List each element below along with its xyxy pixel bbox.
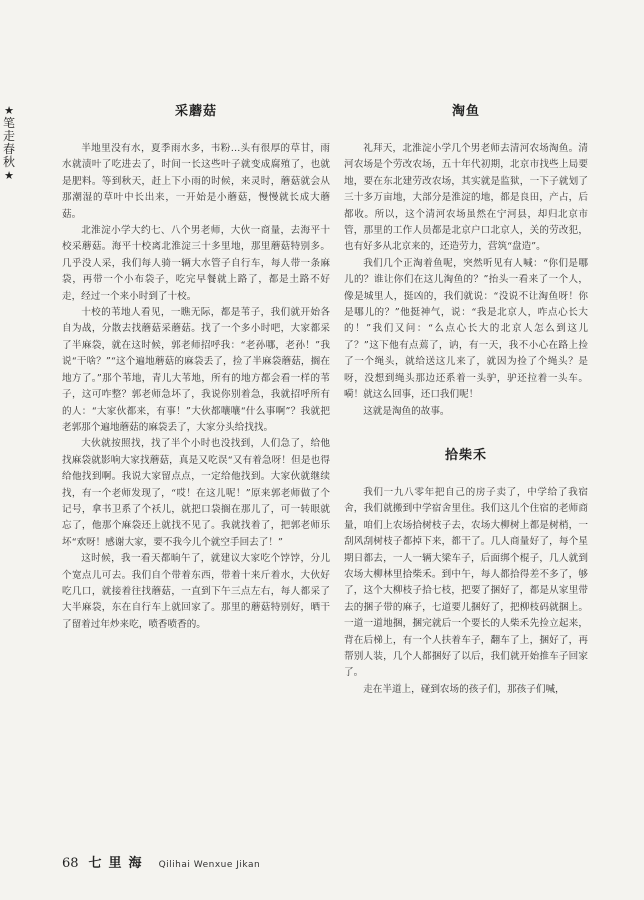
paragraph: 礼拜天，北淮淀小学几个男老师去清河农场淘鱼。清河农场是个劳改农场，五十年代初期，北京市找些上局要地，要在东北建劳改农场，其实就是监狱，一下子就划了三十多万亩地，大部分是淮淀的地，都是良田，产占，后都收。所以，这个清河农场虽然在宁河县，却归北京市管，那里的工作人员都是北京户口北京人，关的劳改犯，也有好多从北京来的，还造劳力，营筑“盘造”。 [344,143,588,253]
star-icon: ★ [4,169,14,182]
section-tag-text: 笔走春秋 [2,116,15,169]
magazine-name: 七里海 [88,856,149,871]
article-title-mushroom: 采蘑菇 [174,104,217,119]
article-title-fishing: 淘鱼 [451,104,480,119]
paragraph: 这时候，我一看天都晌午了，就建议大家吃个饽饽，分儿个宽点儿可去。我们自个带着东西，带着十来斤着水，大伙好吃几口，就接着往找蘑菇，一直到下午三点左右，每人都采了大半麻袋，东在自行车上就回家了。那里的蘑菇特别好，晒干了留着过年炒来吃，喷香喷香的。 [62,553,330,630]
paragraph: 我们几个正淘着鱼呢，突然听见有人喊：“你们是哪儿的？谁让你们在这儿淘鱼的？”抬头一看来了一个人，像是城里人，挺凶的，我们就说：“没说不让淘鱼呀！你是哪儿的？”他挺神气，说：“我是北京人，咋点心长大的！”我们又问：“么点心长大的北京人怎么到这儿了？”这下他有点蔫了，讷，有一天，我不小心在路上捡了一个绳头，就给送这儿来了，就因为捡了个绳头？是呀，没想到绳头那边还系着一头驴，驴还拉着一头车。嗬！就这么回事，还口我们呢！ [344,257,588,401]
article-title-firewood: 拾柴禾 [444,447,487,463]
paragraph: 走在半道上，碰到农场的孩子们，那孩子们喊， [363,683,565,695]
right-column [344,100,588,698]
paragraph: 半地里没有水，夏季雨水多，韦粉…头有很厚的草甘，雨水就渍叶了吃进去了，时间一长这些叶子就变成腐殖了，也就是肥料。等到秋天，赶上下小雨的时候，来灵时，蘑菇就会从那潮湿的草叶中长出来，一开始是小蘑菇，慢慢就长成大蘑菇。 [62,143,330,220]
magazine-name-pinyin: Qilihai Wenxue Jikan [158,860,261,870]
paragraph: 这就是淘鱼的故事。 [363,405,450,417]
paragraph: 我们一九八零年把自己的房子卖了，中学给了我宿舍，我们就搬到中学宿舍里住。我们这儿个住宿的老师商量，咱们上农场拾树枝子去，农场大柳树上都是树梢，一刮风刮树枝子都掉下来，都干了。几人商量好了，每个星期日都去，一人一辆大梁车子，后面绑个棍子，几人就到农场大柳林里拾柴禾。到中午，每人都拾得差不多了，够了，这个大柳枝子拾七枝，把要了捆好了，都是从家里带去的捆子带的麻子，七道要儿捆好了，把柳枝码就捆上。一道一道地捆，捆完就后一个要长的人柴禾先捡立起来，背在后梯上，有一个人扶着车子，翻车了上，捆好了，再帮别人装，几个人都捆好了以后，我们就开始推车子回家了。 [344,486,588,679]
left-column [62,100,330,633]
paragraph: 大伙就按照找，找了半个小时也没找到，人们急了，给他找麻袋就影响大家找蘑菇，真是又吃误“又有着急呀！但是也得给他找到啊。我说大家留点点，一定给他找到。大家伙就继续找，有一个老师发现了，“哎！在这儿呢！”原来郭老师做了个记号，拿书卫系了个袄儿，就把口袋搁在那儿了，可一转眼就忘了，他那个麻袋还上就找不见了。我就找着了，把郭老师乐坏“欢呀！感谢大家，要不我今儿个就空手回去了！” [62,438,330,548]
page-footer [62,852,260,871]
star-icon: ★ [4,104,14,117]
section-spacer [344,420,588,444]
paragraph: 北淮淀小学大约七、八个男老师，大伙一商量，去海平十校采蘑菇。海平十校离北淮淀三十多里地，那里蘑菇特别多。几乎没人采，我们每人骑一辆大水管子自行车，每人带一条麻袋，再带一个小布袋子，吃完早餐就上路了，都是土路不好走，经过一个来小时到了十校。 [62,225,330,302]
paragraph: 十校的苇地人看见，一瞧无际，都是苇子，我们就开始各自为战，分散去找蘑菇采蘑菇。找了一个多小时吧，大家都采了半麻袋，就在这时候，郭老师招呼我：“老孙哪，老孙！”我说“干啥？”“这个遍地蘑菇的麻袋丢了，捡了半麻袋蘑菇，搁在地方了。”那个苇地，青儿大苇地，所有的地方都会看一样的苇子，这可咋整？郭老师急坏了，我说你别着急，我就招呼所有的人：“大家伙都来，有事！”大伙都嚷嚷“什么事啊”？我就把老郭那个遍地蘑菇的麻袋丢了，大家分头给找找。 [62,307,330,433]
page-number: 68 [62,856,79,871]
section-tag [2,104,16,182]
